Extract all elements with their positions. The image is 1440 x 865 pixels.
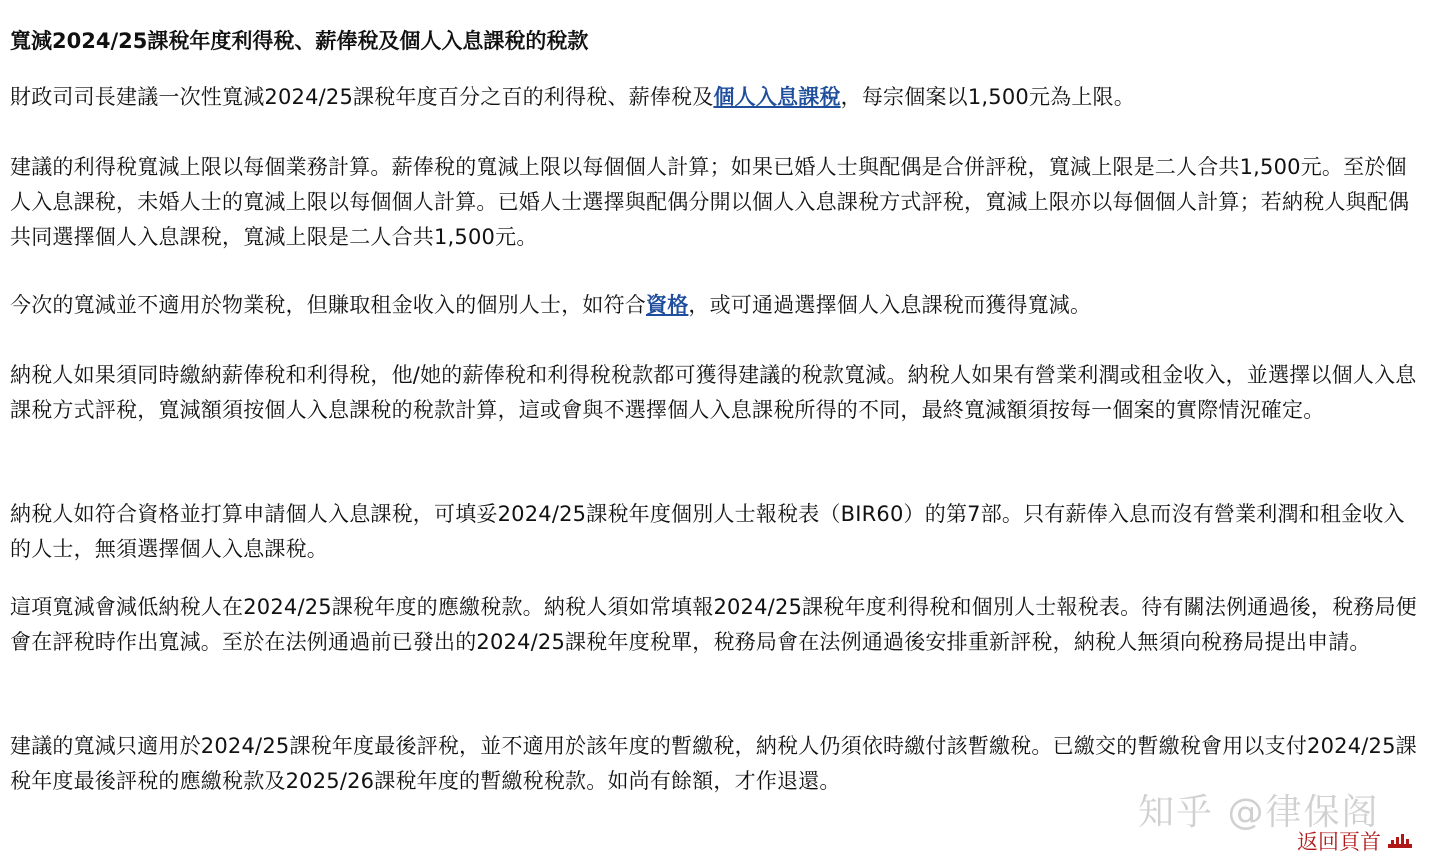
paragraph-3 xyxy=(10,288,1420,323)
page-title: 寬減2024/25課稅年度利得稅、薪俸稅及個人入息課稅的稅款 xyxy=(10,29,589,53)
paragraph-2: 建議的利得稅寬減上限以每個業務計算。薪俸稅的寬減上限以每個個人計算；如果已婚人士與配偶是合併評稅，寬減上限是二人合共1,500元。至於個人入息課稅，未婚人士的寬減上限以每個個人計算。已婚人士選擇與配偶分開以個人入息課稅方式評稅，寬減上限亦以每個個人計算；若納稅人與配偶共同選擇個人入息課稅，寬減上限是二人合共1,500元。 xyxy=(10,155,1410,249)
paragraph-6: 這項寬減會減低納稅人在2024/25課稅年度的應繳稅款。納稅人須如常填報2024/25課稅年度利得稅和個別人士報稅表。待有關法例通過後，稅務局便會在評稅時作出寬減。至於在法例通過前已發出的2024/25課稅年度稅單，稅務局會在法例通過後安排重新評稅，納稅人無須向稅務局提出申請。 xyxy=(10,595,1417,654)
eligibility-link[interactable]: 資格 xyxy=(646,293,689,317)
paragraph-7: 建議的寬減只適用於2024/25課稅年度最後評稅，並不適用於該年度的暫繳稅，納稅人仍須依時繳付該暫繳稅。已繳交的暫繳稅會用以支付2024/25課稅年度最後評稅的應繳稅款及2025/26課稅年度的暫繳稅稅款。如尚有餘額，才作退還。 xyxy=(10,734,1417,793)
paragraph-3-text-before: 今次的寬減並不適用於物業稅，但賺取租金收入的個別人士，如符合 xyxy=(10,293,646,317)
paragraph-1 xyxy=(10,80,1420,115)
paragraph-4: 納稅人如果須同時繳納薪俸稅和利得稅，他/她的薪俸稅和利得稅稅款都可獲得建議的稅款寬減。納稅人如果有營業利潤或租金收入，並選擇以個人入息課稅方式評稅，寬減額須按個人入息課稅的稅款計算，這或會與不選擇個人入息課稅所得的不同，最終寬減額須按每一個案的實際情況確定。 xyxy=(10,363,1417,422)
back-to-top-button[interactable] xyxy=(1297,826,1413,856)
home-building-icon xyxy=(1387,833,1413,849)
paragraph-3-text-after: ，或可通過選擇個人入息課稅而獲得寬減。 xyxy=(688,293,1092,317)
salaries-personal-assessment-link[interactable]: 個人入息課稅 xyxy=(713,85,841,109)
zhihu-watermark: 知乎 @律保阁 xyxy=(1138,792,1380,833)
paragraph-5: 納稅人如符合資格並打算申請個人入息課稅，可填妥2024/25課稅年度個別人士報稅表（BIR60）的第7部。只有薪俸入息而沒有營業利潤和租金收入的人士，無須選擇個人入息課稅。 xyxy=(10,502,1405,561)
paragraph-1-text-after: ，每宗個案以1,500元為上限。 xyxy=(840,85,1135,109)
paragraph-1-text-before: 財政司司長建議一次性寬減2024/25課稅年度百分之百的利得稅、薪俸稅及 xyxy=(10,85,714,109)
back-to-top-label: 返回頁首 xyxy=(1297,830,1381,854)
